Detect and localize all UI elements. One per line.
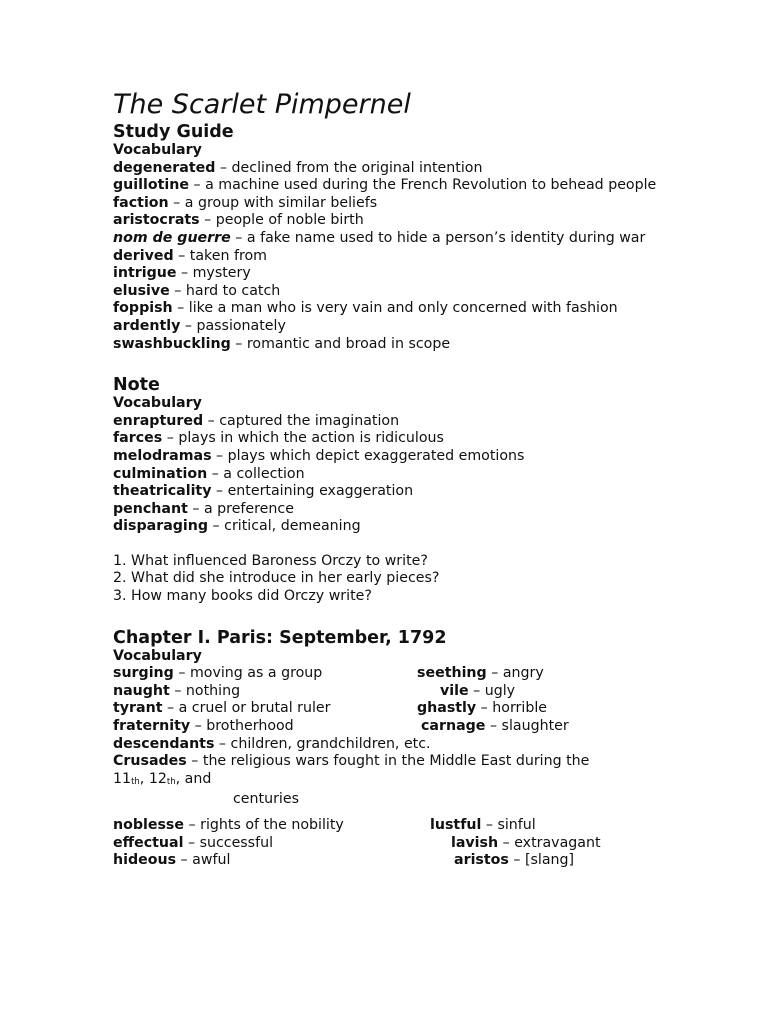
vocab-pair-row [113, 700, 673, 718]
vocab-term: naught [113, 682, 170, 699]
vocab-term: disparaging [113, 518, 209, 535]
vocab-term: seething [417, 665, 487, 682]
vocab-definition: – nothing [169, 682, 241, 699]
vocab-term: lustful [430, 817, 482, 833]
vocab-entry [113, 195, 673, 213]
vocab-pair-row [113, 817, 673, 835]
vocab-entry [113, 736, 673, 754]
vocab-pair-row [113, 665, 673, 683]
vocab-definition: – plays which depict exaggerated emotions [211, 447, 525, 464]
vocab-definition: – successful [183, 834, 274, 851]
vocab-term: derived [113, 247, 174, 264]
vocab-term: foppish [113, 300, 173, 317]
vocab-definition: – entertaining exaggeration [211, 483, 414, 500]
vocab-entry [113, 212, 673, 230]
vocab-entry-right [417, 700, 547, 718]
vocab-entry [113, 466, 673, 484]
vocab-definition: – romantic and broad in scope [230, 335, 451, 352]
separator-text: , [139, 770, 149, 787]
vocab-definition: – a cruel or brutal ruler [162, 700, 331, 717]
vocab-term: hideous [113, 852, 177, 869]
ordinal-suffix: th [166, 776, 176, 787]
vocab-entry [113, 300, 673, 318]
vocab-term: descendants [113, 735, 215, 752]
vocab-definition: – captured the imagination [203, 412, 400, 429]
vocabulary-label: Vocabulary [113, 647, 202, 664]
vocab-term: tyrant [113, 700, 163, 717]
document-page [113, 88, 673, 870]
vocab-term: nom de guerre [113, 229, 231, 246]
vocab-term: farces [113, 430, 163, 447]
vocab-term: guillotine [113, 177, 189, 194]
vocab-entry-right [454, 852, 574, 870]
vocab-term: elusive [113, 282, 170, 299]
vocab-entry [113, 413, 673, 431]
continuation-text: centuries [233, 791, 299, 808]
vocab-term: vile [440, 682, 469, 699]
vocab-entry-right [421, 718, 569, 736]
vocab-entry [113, 501, 673, 519]
vocab-term: faction [113, 194, 169, 211]
vocab-definition: – the religious wars fought in the Middle East during the [186, 753, 590, 770]
vocab-term: aristocrats [113, 212, 200, 229]
vocab-term: melodramas [113, 447, 212, 464]
vocab-definition: – a fake name used to hide a person’s identity during war [230, 229, 646, 246]
study-guide-section [113, 122, 673, 353]
vocab-definition: – awful [176, 852, 231, 869]
century-number: 11 [113, 770, 132, 787]
vocab-definition: – mystery [176, 265, 251, 282]
vocab-entry [113, 265, 673, 283]
vocab-definition: – like a man who is very vain and only concerned with fashion [172, 300, 618, 317]
vocab-entry [113, 248, 673, 266]
study-guide-heading: Study Guide [113, 122, 234, 142]
vocab-entry-right [440, 683, 515, 701]
separator-text: , and [175, 770, 212, 787]
vocab-term: effectual [113, 834, 184, 851]
vocabulary-label: Vocabulary [113, 142, 202, 158]
question-item: 2. What did she introduce in her early pieces? [113, 570, 440, 587]
vocab-term: swashbuckling [113, 335, 231, 352]
vocab-definition: – angry [486, 665, 544, 682]
vocab-term: lavish [451, 834, 499, 851]
vocab-definition: – rights of the nobility [184, 817, 344, 833]
vocab-definition: – children, grandchildren, etc. [214, 735, 431, 752]
vocab-pair-row [113, 852, 673, 870]
vocab-entry [113, 518, 673, 536]
chapter-1-section [113, 628, 673, 870]
vocab-entry [113, 160, 673, 178]
vocab-definition: – [slang] [508, 852, 575, 869]
vocab-entry [113, 177, 673, 195]
vocab-definition: – a preference [187, 500, 294, 517]
question-item: 3. How many books did Orczy write? [113, 588, 372, 605]
chapter-heading: Chapter I. Paris: September, 1792 [113, 627, 447, 648]
vocab-entry [113, 483, 673, 501]
vocab-definition: – ugly [468, 682, 516, 699]
vocab-entry-left [113, 683, 240, 701]
vocab-entry-left [113, 852, 230, 870]
vocabulary-label: Vocabulary [113, 395, 202, 412]
vocab-pair-row [113, 683, 673, 701]
vocab-term: surging [113, 665, 174, 682]
vocab-entry-right [417, 665, 544, 683]
vocab-entry [113, 283, 673, 301]
century-number: 12 [148, 770, 167, 787]
vocab-definition: – taken from [173, 247, 267, 264]
vocab-term: aristos [454, 852, 509, 869]
vocab-term: carnage [421, 718, 486, 735]
note-heading: Note [113, 375, 160, 396]
vocab-entry [113, 336, 673, 354]
vocab-definition: – brotherhood [190, 718, 294, 735]
vocab-term: ghastly [417, 700, 477, 717]
vocab-definition: – extravagant [498, 834, 601, 851]
ordinal-suffix: th [131, 776, 140, 787]
vocab-term: noblesse [113, 817, 184, 833]
vocab-definition: – moving as a group [173, 665, 323, 682]
vocab-entry [113, 318, 673, 336]
vocab-entry-left [113, 817, 344, 835]
vocab-definition: – a machine used during the French Revolution to behead people [188, 177, 657, 194]
vocab-definition: – hard to catch [169, 282, 281, 299]
vocab-definition: – horrible [476, 700, 547, 717]
vocab-pair-row [113, 835, 673, 853]
vocab-term: ardently [113, 317, 181, 334]
vocab-entry-right [451, 835, 601, 853]
vocab-term: degenerated [113, 159, 216, 176]
vocab-definition: – people of noble birth [199, 212, 364, 229]
vocab-entry [113, 430, 673, 448]
vocab-term: theatricality [113, 483, 212, 500]
vocab-term: Crusades [113, 753, 187, 770]
vocab-definition: – slaughter [485, 718, 569, 735]
vocab-entry-left [113, 835, 273, 853]
vocab-definition: – plays in which the action is ridiculous [162, 430, 444, 447]
question-item: 1. What influenced Baroness Orczy to write? [113, 552, 428, 569]
note-section [113, 375, 673, 606]
vocab-term: culmination [113, 465, 208, 482]
vocab-entry-crusades [113, 753, 673, 791]
vocab-definition: – declined from the original intention [215, 159, 483, 176]
vocab-term: penchant [113, 500, 188, 517]
vocab-term: enraptured [113, 412, 204, 429]
vocab-term: intrigue [113, 265, 177, 282]
vocab-entry-left [113, 700, 331, 718]
vocab-definition: – sinful [481, 817, 536, 833]
vocab-entry-left [113, 718, 294, 736]
vocab-entry-left [113, 665, 322, 683]
vocab-definition: – passionately [180, 317, 286, 334]
vocab-term: fraternity [113, 718, 191, 735]
vocab-definition: – a group with similar beliefs [168, 194, 378, 211]
vocab-definition: – a collection [207, 465, 305, 482]
vocab-entry [113, 230, 673, 248]
vocab-definition: – critical, demeaning [208, 518, 361, 535]
document-title: The Scarlet Pimpernel [113, 89, 411, 120]
vocab-pair-row [113, 718, 673, 736]
vocab-entry [113, 448, 673, 466]
vocab-entry-right [430, 817, 536, 835]
